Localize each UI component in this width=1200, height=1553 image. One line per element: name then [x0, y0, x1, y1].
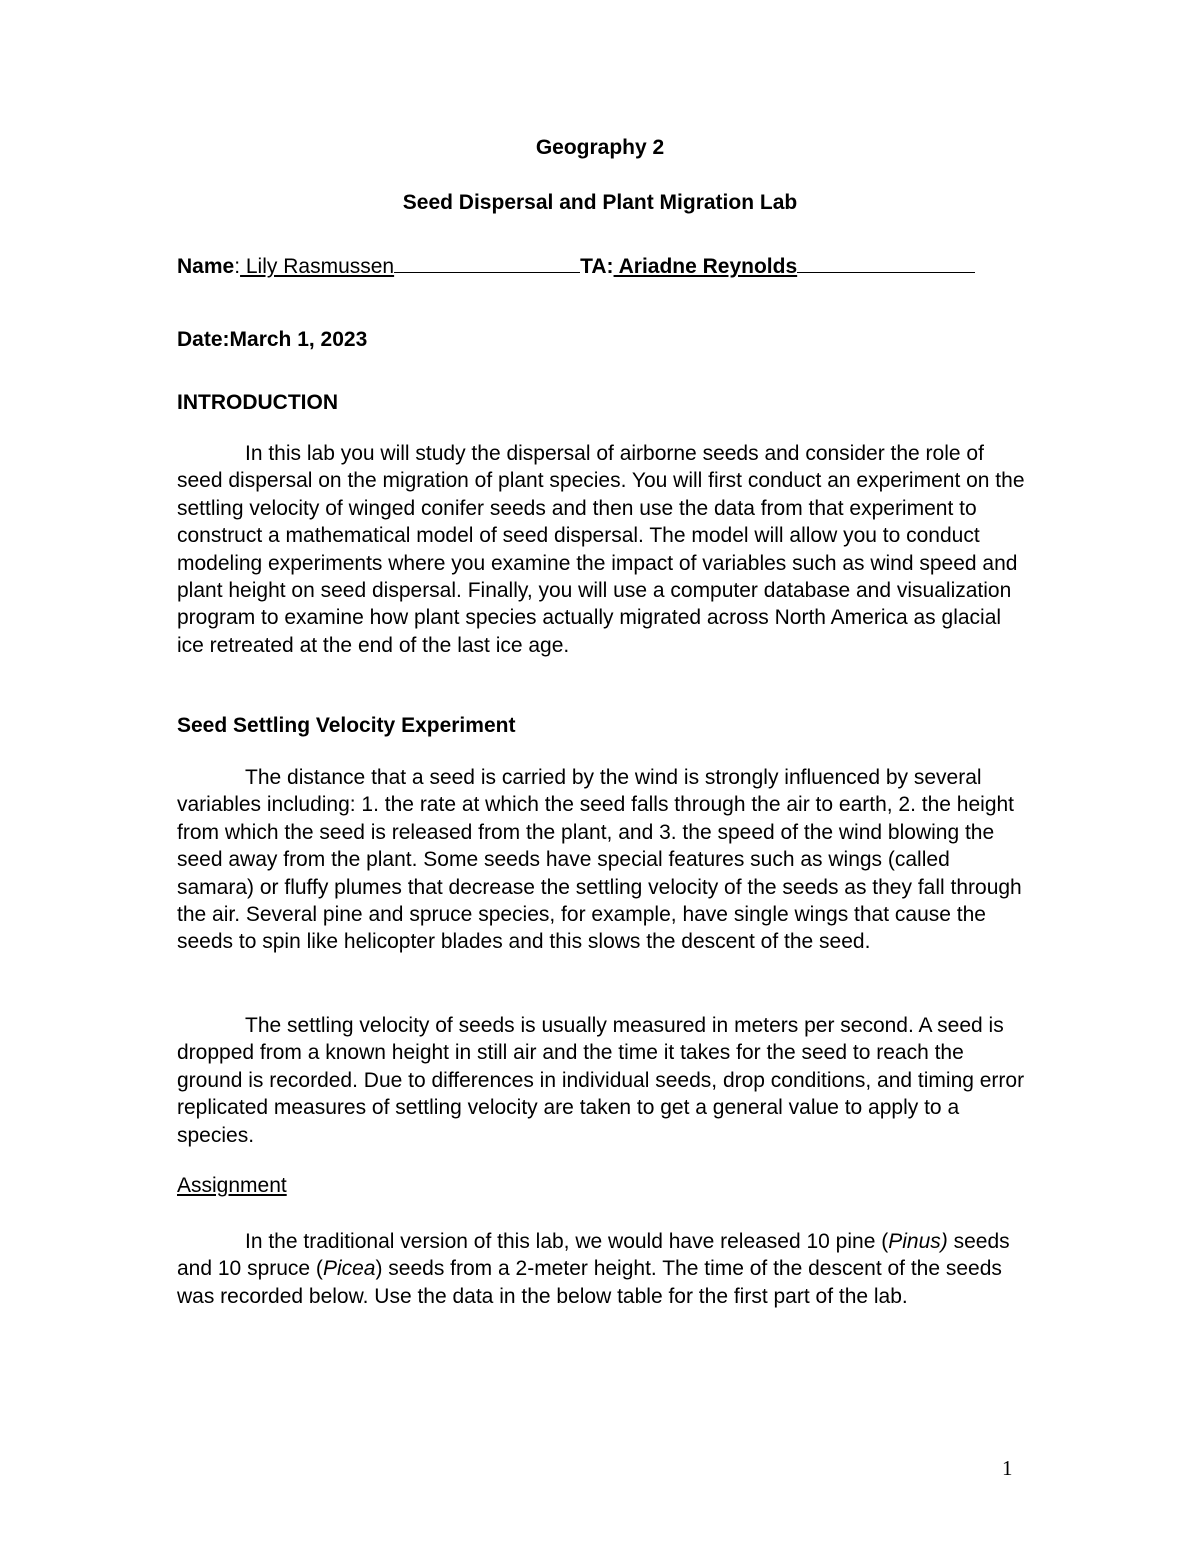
name-colon: :: [234, 255, 241, 278]
assignment-heading: Assignment: [177, 1174, 287, 1197]
assignment-text-b: seeds and 10 spruce (: [177, 1230, 1010, 1281]
name-ta-line: [177, 250, 975, 279]
date-value: March 1, 2023: [229, 328, 368, 351]
course-title: Geography 2: [535, 136, 665, 159]
introduction-heading: INTRODUCTION: [177, 391, 338, 414]
name-underline: [394, 250, 580, 273]
assignment-paragraph: [177, 1228, 1027, 1310]
lab-title: Seed Dispersal and Plant Migration Lab: [402, 191, 798, 214]
name-label: Name: [177, 255, 235, 278]
picea-term: Picea: [322, 1257, 376, 1281]
name-value: Lily Rasmussen: [240, 255, 395, 278]
experiment-paragraph-1: The distance that a seed is carried by the wind is strongly influenced by several variables including: 1. the rate at which the seed falls through the air to earth, 2. the height from which the seed is released from the plant, and 3. the speed of the wind blowing the seed away from the plant. Some seeds have special features such as wings (called samara) or fluffy plumes that decrease the settling velocity of the seeds as they fall through the air. Several pine and spruce species, for example, have single wings that cause the seeds to spin like helicopter blades and this slows the descent of the seed.: [177, 766, 1022, 954]
experiment-paragraph-2: The settling velocity of seeds is usually measured in meters per second. A seed is dropped from a known height in still air and the time it takes for the seed to reach the ground is recorded. Due to differences in individual seeds, drop conditions, and timing error replicated measures of settling velocity are taken to get a general value to apply to a species.: [177, 1014, 1025, 1147]
ta-value: Ariadne Reynolds: [613, 255, 798, 278]
assignment-text-a: In the traditional version of this lab, we would have released 10 pine (: [245, 1230, 889, 1253]
date-line: [177, 328, 367, 352]
pinus-term: Pinus): [888, 1230, 948, 1253]
ta-underline: [797, 250, 975, 273]
page-number: 1: [1002, 1456, 1013, 1480]
ta-label: TA:: [580, 255, 614, 278]
date-label: Date:: [177, 328, 230, 351]
assignment-text-c: ) seeds from a 2-meter height. The time of the descent of the seeds was recorded below. Use the data in the below table for the first part of the lab.: [177, 1257, 1002, 1308]
introduction-paragraph: In this lab you will study the dispersal of airborne seeds and consider the role of seed dispersal on the migration of plant species. You will first conduct an experiment on the settling velocity of winged conifer seeds and then use the data from that experiment to construct a mathematical model of seed dispersal. The model will allow you to conduct modeling experiments where you examine the impact of variables such as wind speed and plant height on seed dispersal. Finally, you will use a computer database and visualization program to examine how plant species actually migrated across North America as glacial ice retreated at the end of the last ice age.: [177, 442, 1025, 657]
experiment-heading: Seed Settling Velocity Experiment: [177, 714, 516, 737]
